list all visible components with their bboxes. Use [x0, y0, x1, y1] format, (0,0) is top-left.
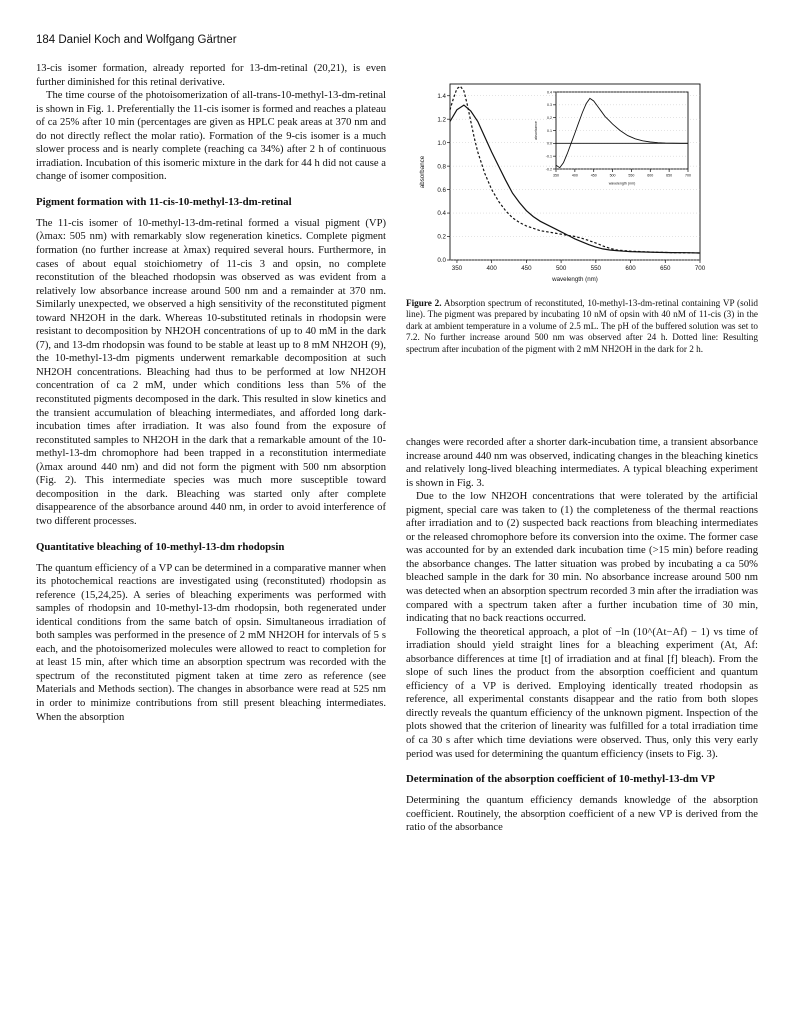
y-tick-label: 0.2: [437, 233, 446, 241]
paragraph: 13-cis isomer formation, already reported for 13-dm-retinal (20,21), is even further diminished for this retinal derivative.: [36, 63, 386, 88]
x-axis-label: wavelength (nm): [552, 276, 598, 284]
inset-y-tick-label: 0.4: [547, 90, 552, 95]
figure-caption: [406, 298, 758, 355]
section-heading: Determination of the absorption coefficient of 10-methyl-13-dm VP: [406, 773, 715, 786]
x-tick-label: 400: [486, 265, 497, 273]
y-tick-label: 0.4: [437, 210, 446, 218]
inset-x-tick-label: 550: [628, 173, 635, 178]
inset-x-tick-label: 500: [609, 173, 616, 178]
x-tick-label: 650: [660, 265, 671, 273]
paragraph: The 11-cis isomer of 10-methyl-13-dm-retinal formed a visual pigment (VP) (λmax: 505 nm) with remarkably slow regeneration kinetics. Complete pigment formation (no further increase at λmax) required several hours. Furthermore, in cases of about equal stoichiometry of 11-cis 3 and opsin, no complete reconstitution of the bleached rhodopsin was observed as was evident from a relatively low absorbance increase around 500 nm and a remainder at 370 nm. Similarly unexpected, we observed a high sensitivity of the reconstituted pigment toward NH2OH in the dark. Whereas 10-substituted retinals in rhodopsin were resistant to decomposition by NH2OH concentrations of up to 40 mM in the dark (7), and 13-dm rhodopsin was found to be stable at least up to 8 mM NH2OH (9), the 10-methyl-13-dm pigments underwent remarkable decomposition at such NH2OH concentrations. Bleaching had thus to be performed at low NH2OH concentration of ca 2 mM, under which conditions less than 5% of the reconstituted pigments decomposed in the dark. This resulted in slow kinetics and the transient accumulation of bleaching intermediates, and afforded long dark-incubation times after irradiation. It was also found from the exposure of reconstituted samples to NH2OH in the dark that a remarkable amount of the 10-methyl-13-dm chromophore had been trapped in a reconstitution intermediate (λmax around 440 nm) and did not form the pigment with 500 nm absorption (Fig. 2). This intermediate species was much more susceptible toward decomposition in the dark. Bleaching was started only after complete disappearence of the absorbance around 440 nm, in order to avoid interference of two different processes.: [36, 217, 386, 527]
paragraph: Following the theoretical approach, a plot of −ln (10^(At−Af) − 1) vs time of irradiation should yield straight lines for a bleaching experiment (At, Af: absorbance differences at time [t] of irradiation and at final [f] bleach). From the slope of such lines the product from the absorption coefficient and quantum efficiency of a VP is derived. Employing identically treated rhodopsin as reference, all experimental constants disappear and the ratio from both slopes directly reveals the quantum efficiency of the unknown pigment. Inspection of the plots showed that the criterion of linearity was fulfilled for a total irradiation time of ca 30 s after which time deviations were observed. Thus, only this very early period was used for determining the quantum efficiency (insets to Fig. 3).: [406, 626, 758, 760]
y-tick-label: 1.2: [437, 116, 446, 124]
x-tick-label: 550: [590, 265, 601, 273]
x-tick-label: 600: [625, 265, 636, 273]
inset-x-tick-label: 400: [571, 173, 578, 178]
x-tick-label: 500: [555, 265, 567, 273]
inset-x-tick-label: 650: [666, 173, 673, 178]
paragraph: The time course of the photoisomerization of all-trans-10-methyl-13-dm-retinal is shown in Fig. 1. Preferentially the 11-cis isomer is formed and reaches a plateau of ca 25% after 10 min (percentages are given as HPLC peak areas at 370 nm and do not directly reflect the molar ratio). Formation of the 9-cis isomer is a much slower process and is nearly complete (reaching ca 34%) after 2 h of continuous irradiation. Incubation of this isomeric mixture in the dark for 44 h did not cause a change of isomer composition.: [36, 90, 386, 183]
paragraph: The quantum efficiency of a VP can be determined in a comparative manner when its photochemical reactions are investigated using (reconstituted) rhodopsin as reference (15,24,25). A series of bleaching experiments was performed with samples of rhodopsin and 10-methyl-13-dm rhodopsin, both regenerated under identical conditions from the same batch of opsin. Simultaneous irradiation of both samples was performed in the presence of 2 mM NH2OH for intervals of 5 s each, and the photoisomerized molecules were allowed to react to completion for at least 15 min, after which time an absorption spectrum was recorded with the spectrum of the reconstituted pigment taken at time zero as reference (see Materials and Methods section). The changes in absorbance were read at 525 nm in order to minimize contributions from still present bleaching intermediates. When the absorption: [36, 562, 386, 723]
x-tick-label: 450: [521, 265, 532, 273]
right-column: [406, 436, 758, 835]
y-tick-label: 1.4: [437, 92, 446, 100]
y-tick-label: 0.6: [437, 186, 446, 194]
y-tick-label: 1.0: [437, 139, 446, 147]
y-tick-label: 0.0: [437, 257, 446, 265]
section-heading: Quantitative bleaching of 10-methyl-13-dm rhodopsin: [36, 540, 285, 553]
caption-label: Figure 2.: [406, 298, 442, 308]
inset-x-tick-label: 450: [590, 173, 597, 178]
paragraph: Determining the quantum efficiency demands knowledge of the absorption coefficient. Routinely, the absorption coefficient of a new VP is derived from the ratio of the absorbance: [406, 795, 758, 834]
inset-y-tick-label: 0.3: [547, 103, 552, 108]
x-tick-label: 700: [694, 265, 706, 273]
inset-x-tick-label: 600: [647, 173, 654, 178]
inset-y-tick-label: -0.1: [545, 154, 552, 159]
inset-x-tick-label: 700: [685, 173, 691, 178]
inset-y-tick-label: -0.2: [545, 167, 552, 172]
left-column: [36, 62, 386, 724]
inset-x-tick-label: 350: [553, 173, 559, 178]
absorption-spectrum-chart: [406, 80, 758, 292]
y-axis-label: absorbance: [419, 155, 426, 189]
y-tick-label: 0.8: [437, 163, 446, 171]
paragraph: changes were recorded after a shorter dark-incubation time, a transient absorbance increase around 440 nm was observed, indicating changes in the bleaching kinetics and relatively long-lived bleaching intermediates. A typical bleaching experiment is shown in Fig. 3.: [406, 437, 758, 489]
inset-y-tick-label: 0.1: [547, 128, 552, 133]
caption-text: Absorption spectrum of reconstituted, 10-methyl-13-dm-retinal containing VP (solid line). The pigment was prepared by incubating 10 nM of opsin with 40 nM of 11-cis (3) in the dark at ambient temperature in a volume of 2.5 mL. The pH of the buffered solution was set to 7.2. No further increase around 500 nm was observed after 24 h. Dotted line: Resulting spectrum after incubation of the pigment with 2 mM NH2OH in the dark for 2 h.: [406, 298, 758, 354]
paragraph: Due to the low NH2OH concentrations that were tolerated by the artificial pigment, special care was taken to (1) the completeness of the thermal reactions after irradiation and to (2) suspected back reactions from bleaching intermediates or the released chromophore before its conversion into the oxime. The former case was accounted for by an extended dark incubation time (>15 min) before reading the absorbance changes. The latter situation was probed by incubating a ca 50% bleached sample in the dark for 30 min. No absorbance increase around 500 nm was detected when an absorption spectrum recorded 3 min after the irradiation was compared with a spectrum taken after a further incubation time of 30 min, indicating that no back reactions occurred.: [406, 491, 758, 625]
inset-y-tick-label: 0.0: [547, 141, 552, 146]
section-heading: Pigment formation with 11-cis-10-methyl-13-dm-retinal: [36, 195, 292, 208]
inset-y-tick-label: 0.2: [547, 115, 552, 120]
running-head: 184 Daniel Koch and Wolfgang Gärtner: [36, 34, 237, 46]
inset-x-axis-label: wavelength (nm): [608, 181, 636, 186]
figure-2: [406, 80, 758, 297]
x-tick-label: 350: [451, 265, 463, 273]
inset-y-axis-label: absorbance: [534, 121, 538, 140]
